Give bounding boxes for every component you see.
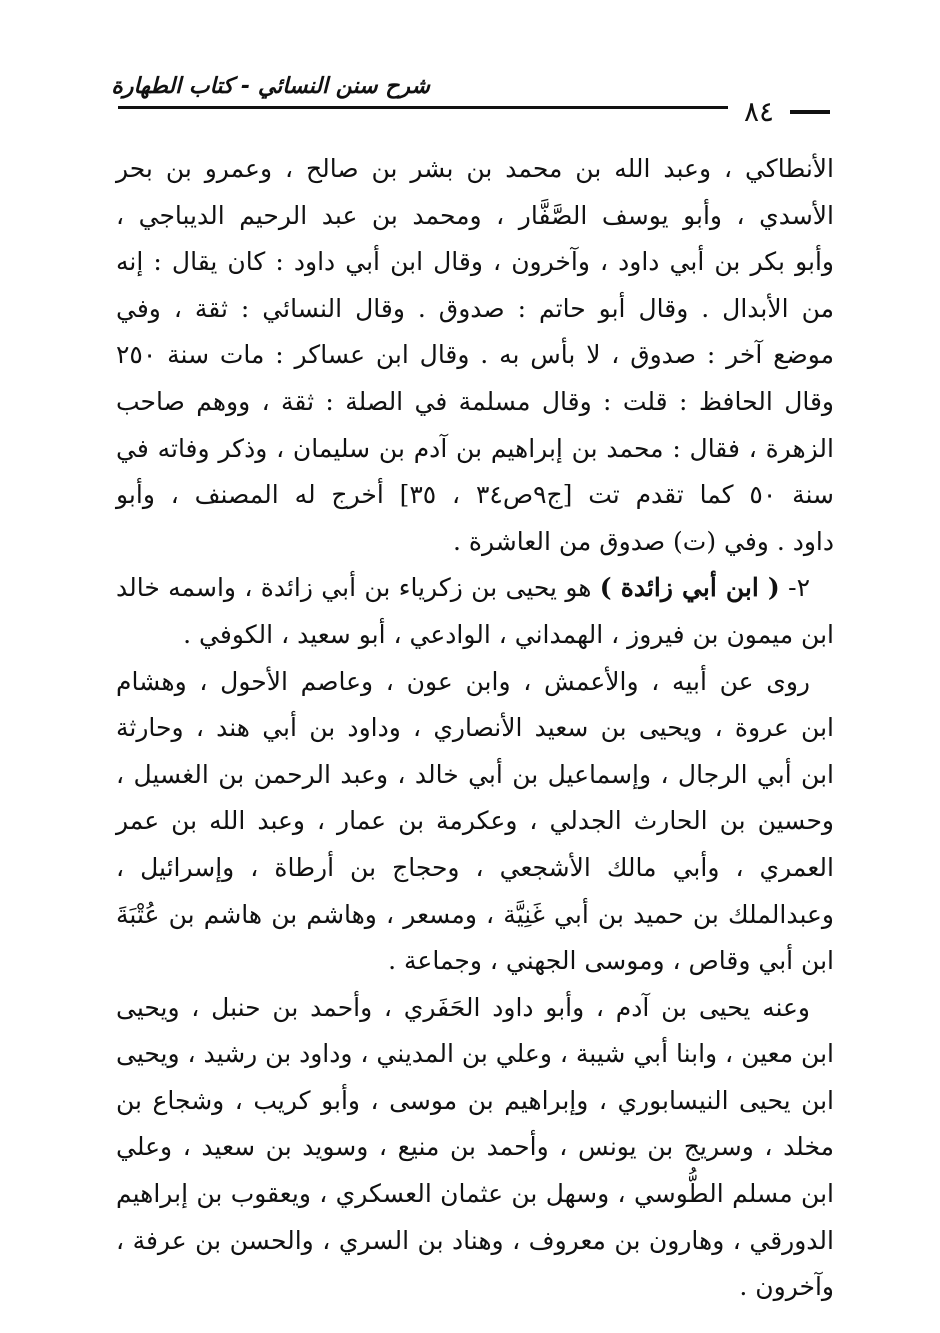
narrated-by-line: الدورقي ، وهارون بن معروف ، وهناد بن السري ، والحسن بن عرفة ،: [116, 1225, 834, 1255]
page-number: ٨٤: [743, 95, 775, 128]
text-line: الأسدي ، وأبو يوسف الصَّفَّار ، ومحمد بن عبد الرحيم الديباجي ،: [116, 200, 834, 230]
text-line: وأبو بكر بن أبي داود ، وآخرون ، وقال ابن أبي داود : كان يقال : إنه: [116, 247, 834, 277]
item-2-first-line: [116, 565, 834, 612]
item-2-number: ٢-: [788, 573, 810, 603]
narrated-by-line: ابن معين ، وابنا أبي شيبة ، وعلي بن المديني ، وداود بن رشيد ، ويحيى: [116, 1039, 834, 1069]
narrated-from-line: وعبدالملك بن حميد بن أبي غَنِيَّة ، ومسعر ، وهاشم بن هاشم بن عُتْبَةَ: [116, 899, 834, 929]
narrated-from-line: ابن أبي وقاص ، وموسى الجهني ، وجماعة .: [388, 946, 834, 976]
text-line: من الأبدال . وقال أبو حاتم : صدوق . وقال النسائي : ثقة ، وفي: [116, 293, 834, 323]
narrated-from-line: ابن أبي الرجال ، وإسماعيل بن أبي خالد ، وعبد الرحمن بن الغسيل ،: [116, 759, 834, 789]
text-line: سنة ٥٠ كما تقدم تت [ج٩ص٣٤ ، ٣٥] أخرج له المصنف ، وأبو: [116, 480, 835, 510]
narrated-from-line: العمري ، وأبي مالك الأشجعي ، وحجاج بن أرطاة ، وإسرائيل ،: [116, 852, 834, 882]
text-line: ابن ميمون بن فيروز ، الهمداني ، الوادعي ، أبو سعيد ، الكوفي .: [183, 619, 834, 649]
page-body: [116, 146, 834, 1311]
text-line: الأنطاكي ، وعبد الله بن محمد بن بشر بن صالح ، وعمرو بن بحر: [116, 154, 834, 183]
narrated-from-line: ابن عروة ، ويحيى بن سعيد الأنصاري ، وداود بن أبي هند ، وحارثة: [116, 713, 834, 743]
narrated-from-line: روى عن أبيه ، والأعمش ، وابن عون ، وعاصم الأحول ، وهشام: [116, 666, 810, 696]
narrated-from-line: وحسين بن الحارث الجدلي ، وعكرمة بن عمار ، وعبد الله بن عمر: [116, 806, 834, 836]
narrated-by-line: وعنه يحيى بن آدم ، وأبو داود الحَفَري ، وأحمد بن حنبل ، ويحيى: [116, 992, 810, 1022]
text-line: موضع آخر : صدوق ، لا بأس به . وقال ابن عساكر : مات سنة ٢٥٠: [116, 340, 834, 370]
narrated-by-line: وآخرون .: [739, 1272, 834, 1302]
narrated-by-line: مخلد ، وسريج بن يونس ، وأحمد بن منيع ، وسويد بن سعيد ، وعلي: [116, 1132, 834, 1162]
page-number-rule: [790, 110, 830, 114]
text-line: داود . وفي (ت) صدوق من العاشرة .: [452, 526, 834, 556]
narrated-by-line: ابن يحيى النيسابوري ، وإبراهيم بن موسى ، وأبو كريب ، وشجاع بن: [116, 1085, 834, 1115]
running-head-title: شرح سنن النسائي - كتاب الطهارة: [111, 74, 430, 99]
text-line: الزهرة ، فقال : محمد بن إبراهيم بن آدم بن سليمان ، وذكر وفاته في: [116, 433, 834, 463]
header-rule: [118, 106, 728, 109]
item-2-name: ( ابن أبي زائدة ): [599, 573, 780, 603]
text-line: وقال الحافظ : قلت : وقال مسلمة في الصلة : ثقة ، ووهم صاحب: [116, 386, 834, 416]
narrated-by-line: ابن مسلم الطُّوسي ، وسهل بن عثمان العسكري ، ويعقوب بن إبراهيم: [116, 1179, 834, 1209]
item-2-description: هو يحيى بن زكرياء بن أبي زائدة ، واسمه خالد: [116, 573, 592, 603]
